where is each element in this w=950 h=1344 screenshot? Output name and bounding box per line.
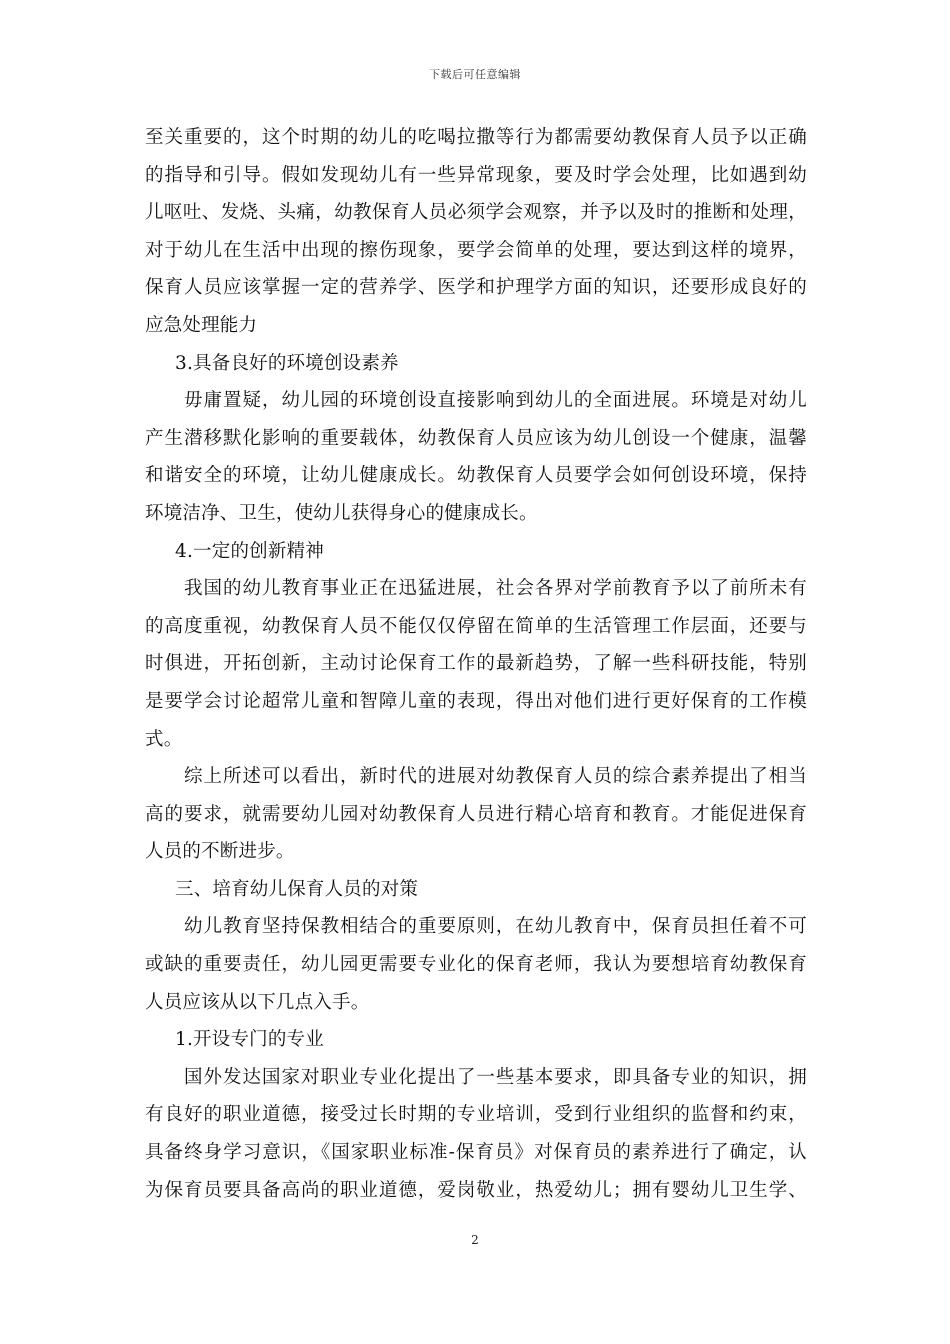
paragraph-line: 的高度重视，幼教保育人员不能仅仅停留在简单的生活管理工作层面，还要与 bbox=[145, 615, 807, 637]
paragraph-line: 环境洁净、卫生，使幼儿获得身心的健康成长。 bbox=[145, 502, 538, 524]
paragraph-line: 毋庸置疑，幼儿园的环境创设直接影响到幼儿的全面进展。环境是对幼儿 bbox=[184, 390, 807, 412]
paragraph-line: 高的要求，就需要幼儿园对幼教保育人员进行精心培育和教育。才能促进保育 bbox=[145, 803, 807, 825]
paragraph-line: 和谐安全的环境，让幼儿健康成长。幼教保育人员要学会如何创设环境，保持 bbox=[145, 465, 807, 487]
paragraph-line: 为保育员要具备高尚的职业道德，爱岗敬业，热爱幼儿；拥有婴幼儿卫生学、 bbox=[145, 1179, 807, 1201]
paragraph-line: 具备终身学习意识，《国家职业标准-保育员》对保育员的素养进行了确定，认 bbox=[145, 1142, 807, 1164]
paragraph-line: 对于幼儿在生活中出现的擦伤现象，要学会简单的处理，要达到这样的境界， bbox=[145, 239, 807, 261]
paragraph-line: 我国的幼儿教育事业正在迅猛进展，社会各界对学前教育予以了前所未有 bbox=[184, 578, 807, 600]
paragraph-line: 综上所述可以看出，新时代的进展对幼教保育人员的综合素养提出了相当 bbox=[184, 766, 807, 788]
paragraph-line: 的指导和引导。假如发现幼儿有一些异常现象，要及时学会处理，比如遇到幼 bbox=[145, 164, 807, 186]
paragraph-line: 人员应该从以下几点入手。 bbox=[145, 991, 370, 1013]
paragraph-line: 有良好的职业道德，接受过长时期的专业培训，受到行业组织的监督和约束， bbox=[145, 1104, 807, 1126]
paragraph-line: 式。 bbox=[145, 728, 183, 750]
document-body bbox=[145, 119, 807, 1209]
paragraph-line: 幼儿教育坚持保教相结合的重要原则，在幼儿教育中，保育员担任着不可 bbox=[184, 916, 807, 938]
paragraph-line: 产生潜移默化影响的重要载体，幼教保育人员应该为幼儿创设一个健康，温馨 bbox=[145, 427, 807, 449]
section-heading: 3.具备良好的环境创设素养 bbox=[175, 352, 399, 374]
paragraph-line: 应急处理能力 bbox=[145, 314, 258, 336]
paragraph-line: 是要学会讨论超常儿童和智障儿童的表现，得出对他们进行更好保育的工作模 bbox=[145, 690, 807, 712]
section-heading: 1.开设专门的专业 bbox=[175, 1029, 324, 1051]
page-header: 下载后可任意编辑 bbox=[429, 68, 521, 81]
section-heading: 三、培育幼儿保育人员的对策 bbox=[175, 878, 419, 900]
paragraph-line: 国外发达国家对职业专业化提出了一些基本要求，即具备专业的知识，拥 bbox=[184, 1066, 807, 1088]
paragraph-line: 至关重要的，这个时期的幼儿的吃喝拉撒等行为都需要幼教保育人员予以正确 bbox=[145, 127, 807, 148]
paragraph-line: 人员的不断进步。 bbox=[145, 841, 295, 863]
section-heading: 4.一定的创新精神 bbox=[175, 540, 324, 562]
page-number: 2 bbox=[471, 1233, 479, 1247]
paragraph-line: 儿呕吐、发烧、头痛，幼教保育人员必须学会观察，并予以及时的推断和处理， bbox=[145, 202, 807, 224]
paragraph-line: 时俱进，开拓创新，主动讨论保育工作的最新趋势，了解一些科研技能，特别 bbox=[145, 653, 807, 675]
paragraph-line: 保育人员应该掌握一定的营养学、医学和护理学方面的知识，还要形成良好的 bbox=[145, 277, 807, 299]
paragraph-line: 或缺的重要责任，幼儿园更需要专业化的保育老师，我认为要想培育幼教保育 bbox=[145, 954, 807, 976]
